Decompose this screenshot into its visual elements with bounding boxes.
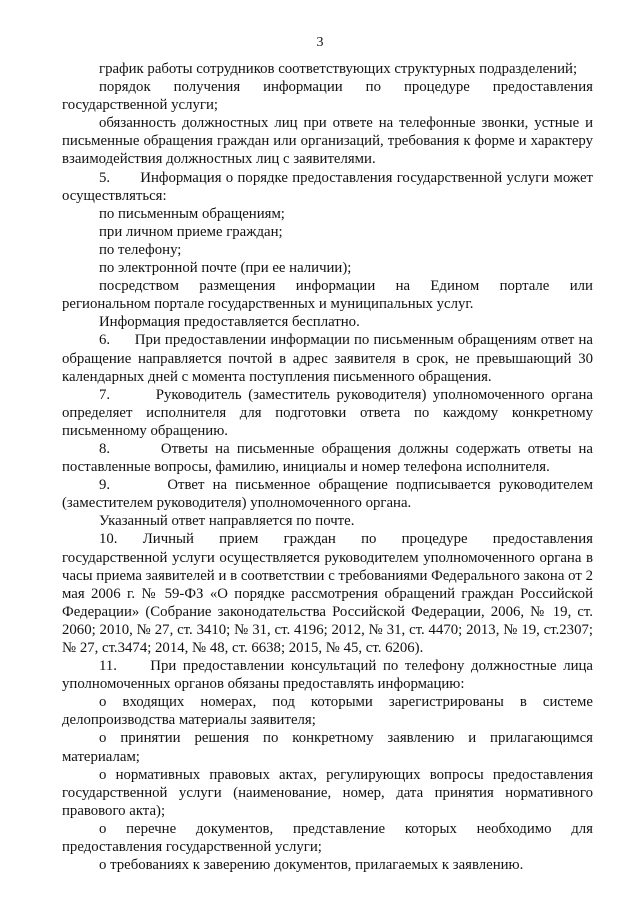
paragraph: о нормативных правовых актах, регулирующих вопросы предоставления государственной услуги (наименование, номер, дата принятия нормативного правового акта); bbox=[62, 766, 593, 819]
word: предоставления bbox=[492, 79, 593, 96]
paragraph-continuation: делопроизводства материалы заявителя; bbox=[62, 712, 316, 729]
word: получения bbox=[173, 79, 241, 96]
paragraph-continuation: государственной услуги; bbox=[62, 97, 219, 114]
word: портале bbox=[499, 278, 550, 295]
word: размещения bbox=[199, 278, 276, 295]
word: информации bbox=[263, 79, 343, 96]
paragraph-item-6: 6. При предоставлении информации по письменным обращениям ответ на обращение направляется почтой в адрес заявителя в срок, не превышающий 30 календарных дней с момента поступления письменного обращения. bbox=[62, 332, 593, 385]
list-item: при личном приеме граждан; bbox=[99, 223, 283, 240]
word: для bbox=[571, 820, 593, 837]
spread-line bbox=[62, 277, 593, 295]
word: предоставления bbox=[492, 531, 593, 548]
word: граждан bbox=[283, 531, 336, 548]
word: или bbox=[569, 278, 593, 295]
paragraph: график работы сотрудников соответствующих структурных подразделений; bbox=[99, 61, 578, 77]
word: о bbox=[99, 820, 107, 837]
word: представление bbox=[292, 820, 386, 837]
word: на bbox=[395, 278, 411, 295]
spread-line bbox=[62, 820, 593, 838]
spread-line bbox=[62, 693, 593, 711]
spread-line bbox=[62, 530, 593, 548]
paragraph: о требованиях к заверению документов, прилагаемых к заявлению. bbox=[99, 857, 524, 874]
paragraph-item-9: 9. Ответ на письменное обращение подписывается руководителем (заместителем руководителя) уполномоченного органа. bbox=[62, 477, 593, 512]
word: Едином bbox=[430, 278, 480, 295]
paragraph-item-7: 7. Руководитель (заместитель руководителя) уполномоченного органа определяет исполнителя для подготовки ответа по каждому конкретному письменному обращению. bbox=[62, 386, 593, 439]
paragraph-continuation: предоставления государственной услуги; bbox=[62, 839, 322, 856]
word: 10. bbox=[99, 531, 118, 548]
word: порядок bbox=[99, 79, 151, 96]
word: необходимо bbox=[476, 820, 552, 837]
page-number: 3 bbox=[316, 35, 324, 50]
word: прием bbox=[219, 531, 259, 548]
list-item: по электронной почте (при ее наличии); bbox=[99, 260, 352, 277]
word: информации bbox=[295, 278, 376, 295]
word: по bbox=[361, 531, 377, 548]
word: входящих bbox=[122, 694, 185, 711]
word: которых bbox=[404, 820, 457, 837]
paragraph: Информация предоставляется бесплатно. bbox=[99, 314, 360, 331]
word: в bbox=[519, 694, 527, 711]
word: Личный bbox=[142, 531, 194, 548]
paragraph-item-8: 8. Ответы на письменные обращения должны содержать ответы на поставленные вопросы, фамилию, инициалы и номер телефона исполнителя. bbox=[62, 440, 593, 476]
paragraph: о принятии решения по конкретному заявлению и прилагающимся материалам; bbox=[62, 730, 593, 765]
document-body bbox=[62, 60, 593, 874]
paragraph-item-11: 11. При предоставлении консультаций по телефону должностные лица уполномоченных органов обязаны предоставлять информацию: bbox=[62, 658, 593, 693]
paragraph-item-10-continuation: государственной услуги осуществляется руководителем уполномоченного органа в часы приема заявителей и в соответствии с требованиями Федерального закона от 2 мая 2006 г. № 59-ФЗ «О порядке рассмотрения обращений граждан Российской Федерации» (Собрание законодательства Российской Федерации, 2006, № 19, ст. 2060; 2010, № 27, ст. 3410; № 31, ст. 4196; 2012, № 31, ст. 4470; 2013, № 19, ст.2307; № 27, ст.3474; 2014, № 48, ст. 6638; 2015, № 45, ст. 6206). bbox=[62, 549, 593, 656]
word: которыми bbox=[310, 694, 373, 711]
word: посредством bbox=[99, 278, 179, 295]
paragraph: обязанность должностных лиц при ответе на телефонные звонки, устные и письменные обращения граждан или организаций, требования к форме и характеру взаимодействия должностных лиц с заявителями. bbox=[62, 115, 593, 168]
word: номерах, bbox=[200, 694, 257, 711]
word: процедуре bbox=[403, 79, 470, 96]
paragraph-item-5: 5. Информация о порядке предоставления государственной услуги может осуществляться: bbox=[62, 169, 593, 204]
list-item: по телефону; bbox=[99, 241, 182, 258]
paragraph: Указанный ответ направляется по почте. bbox=[99, 513, 355, 530]
word: перечне bbox=[126, 820, 177, 837]
word: по bbox=[365, 79, 381, 96]
spread-line bbox=[62, 78, 593, 96]
paragraph-continuation: региональном портале государственных и муниципальных услуг. bbox=[62, 296, 474, 313]
word: под bbox=[272, 694, 295, 711]
word: системе bbox=[542, 694, 593, 711]
word: документов, bbox=[195, 820, 274, 837]
word: зарегистрированы bbox=[388, 694, 504, 711]
word: о bbox=[99, 694, 107, 711]
word: процедуре bbox=[401, 531, 468, 548]
list-item: по письменным обращениям; bbox=[99, 205, 285, 222]
